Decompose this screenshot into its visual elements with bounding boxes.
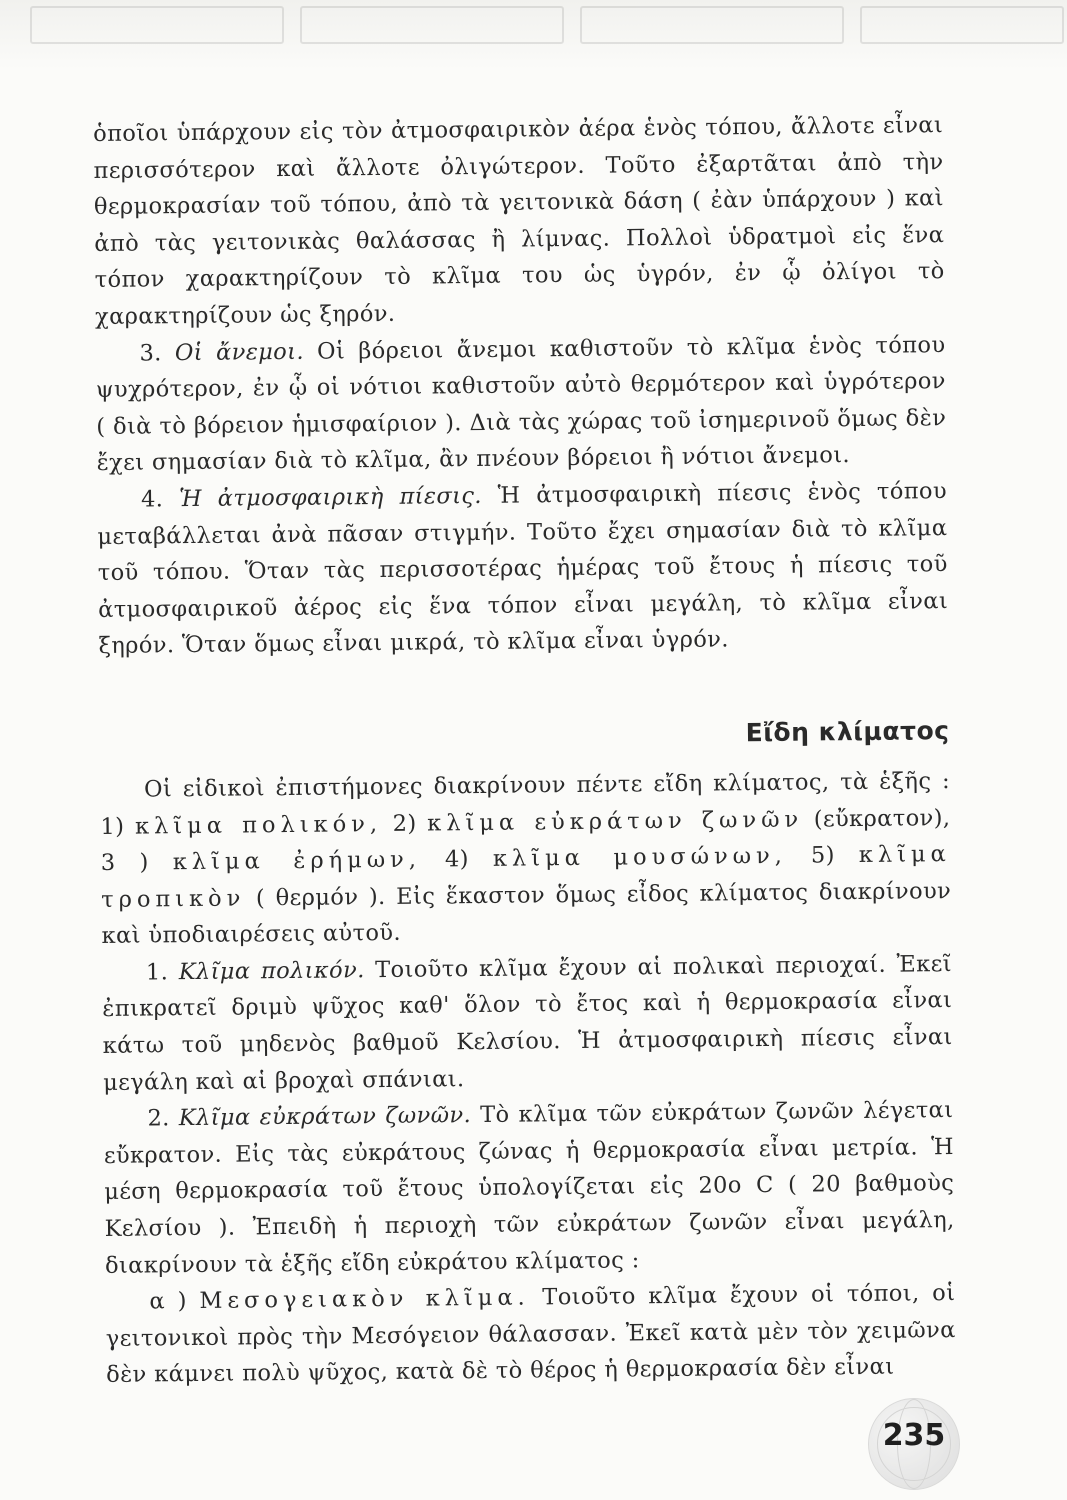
paragraph-climate-types: [100, 763, 952, 955]
climate-type-5: κλῖμα τροπικὸν: [101, 841, 951, 913]
section-heading: Εἴδη κλίματος: [745, 715, 950, 748]
list-number: 3 ): [100, 849, 149, 877]
list-number: 1): [100, 813, 125, 840]
list-number: 2): [392, 810, 417, 837]
bleed-through-strip: [0, 6, 1067, 40]
item-text: Ἡ ἀτμοσφαιρικὴ πίεσις ἑνὸς τόπου μεταβάλλεται ἀνὰ πᾶσαν στιγμήν. Τοῦτο ἔχει σημασίαν διὰ τὸ κλῖμα τοῦ τόπου. Ὅταν τὰς περισσοτέρας ἡμέρας τοῦ ἔτους ἡ πίεσις τοῦ ἀτμοσφαιρικοῦ ἀέρος εἰς ἕνα τόπον εἶναι μεγάλη, τὸ κλῖμα εἶναι ξηρόν. Ὅταν ὅμως εἶναι μικρά, τὸ κλῖμα εἶναι ὑγρόν.: [97, 478, 949, 660]
page-number: 235: [882, 1418, 946, 1453]
paragraph-temperate: [103, 1092, 955, 1284]
climate-type-1: κλῖμα πολικόν,: [134, 810, 383, 840]
item-number: 2.: [147, 1105, 170, 1132]
list-number: 4): [444, 846, 470, 873]
paragraph-humidity: ὁποῖοι ὑπάρχουν εἰς τὸν ἀτμοσφαιρικὸν ἀέρα ἑνὸς τόπου, ἄλλοτε εἶναι περισσότερον καὶ ἄλλοτε ὀλιγώτερον. Τοῦτο ἐξαρτᾶται ἀπὸ τὴν θερμοκρασίαν τοῦ τόπου, ἀπὸ τὰ γειτονικὰ δάση ( ἐὰν ὑπάρχουν ) καὶ ἀπὸ τὰς γειτονικὰς θαλάσσας ἢ λίμνας. Πολλοὶ ὑδρατμοὶ εἰς ἕνα τόπον χαρακτηρίζουν τὸ κλῖμα του ὡς ὑγρόν, ἐν ᾧ ὀλίγοι τὸ χαρακτηρίζουν ὡς ξηρόν.: [93, 112, 945, 330]
item-label: α ): [149, 1288, 187, 1315]
item-number: 1.: [145, 959, 169, 986]
item-title: Κλῖμα πολικόν.: [178, 957, 365, 986]
page-number-badge: [868, 1398, 958, 1468]
paragraph-mediterranean: [105, 1275, 956, 1394]
previous-page-bleed: [0, 0, 1067, 70]
paragraph-winds: [95, 327, 946, 482]
climate-type-2-note: (εὔκρατον),: [813, 804, 951, 832]
item-title: Μεσογειακὸν κλῖμα.: [199, 1284, 530, 1315]
item-number: 4.: [140, 486, 164, 513]
paragraph-polar: [102, 946, 953, 1101]
climate-type-2: κλῖμα εὐκράτων ζωνῶν: [427, 806, 804, 837]
item-number: 3.: [139, 339, 162, 367]
paragraph-pressure: [97, 473, 949, 665]
item-text: Τὸ κλῖμα τῶν εὐκράτων ζωνῶν λέγεται εὔκρατον. Εἰς τὰς εὐκράτους ζώνας ἡ θερμοκρασία εἶναι μετρία. Ἡ μέση θερμοκρασία τοῦ ἔτους ὑπολογίζεται εἰς 20ο C ( 20 βαθμοὺς Κελσίου ). Ἐπειδὴ ἡ περιοχὴ τῶν εὐκράτων ζωνῶν εἶναι μεγάλη, διακρίνουν τὰ ἑξῆς εἴδη εὐκράτου κλίματος :: [103, 1097, 955, 1279]
item-text: Τοιοῦτο κλῖμα ἔχουν οἱ τόποι, οἱ γειτονικοὶ πρὸς τὴν Μεσόγειον θάλασσαν. Ἐκεῖ κατὰ μὲν τὸν χειμῶνα δὲν κάμνει πολὺ ψῦχος, κατὰ δὲ τὸ θέρος ἡ θερμοκρασία δὲν εἶναι: [105, 1280, 956, 1389]
item-title: Ἡ ἀτμοσφαιρικὴ πίεσις.: [178, 482, 483, 513]
intro-lead: Οἱ εἰδικοὶ ἐπιστήμονες διακρίνουν πέντε εἴδη κλίματος, τὰ ἑξῆς :: [143, 767, 951, 803]
item-title: Κλῖμα εὐκράτων ζωνῶν.: [178, 1102, 472, 1132]
climate-type-3: κλῖμα ἐρήμων,: [172, 846, 422, 876]
intro-tail: ( θερμόν ). Εἰς ἕκαστον ὅμως εἶδος κλίματος διακρίνουν καὶ ὑποδιαιρέσεις αὐτοῦ.: [101, 877, 952, 950]
list-number: 5): [810, 842, 835, 869]
item-text: Τοιοῦτο κλῖμα ἔχουν αἱ πολικαὶ περιοχαί. Ἐκεῖ ἐπικρατεῖ δριμὺ ψῦχος καθ' ὅλον τὸ ἔτος καὶ ἡ θερμοκρασία εἶναι κάτω τοῦ μηδενὸς βαθμοῦ Κελσίου. Ἡ ἀτμοσφαιρικὴ πίεσις εἶναι μεγάλη καὶ αἱ βροχαὶ σπάνιαι.: [102, 950, 953, 1096]
climate-type-4: κλῖμα μουσώνων,: [492, 842, 788, 872]
item-text: Οἱ βόρειοι ἄνεμοι καθιστοῦν τὸ κλῖμα ἑνὸς τόπου ψυχρότερον, ἐν ᾧ οἱ νότιοι καθιστοῦν αὐτὸ θερμότερον καὶ ὑγρότερον ( διὰ τὸ βόρειον ἡμισφαίριον ). Διὰ τὰς χώρας τοῦ ἰσημερινοῦ ὅμως δὲν ἔχει σημασίαν διὰ τὸ κλῖμα, ἂν πνέουν βόρειοι ἢ νότιοι ἄνεμοι.: [95, 331, 947, 477]
page-body: [93, 107, 956, 1394]
item-title: Οἱ ἄνεμοι.: [174, 338, 305, 366]
